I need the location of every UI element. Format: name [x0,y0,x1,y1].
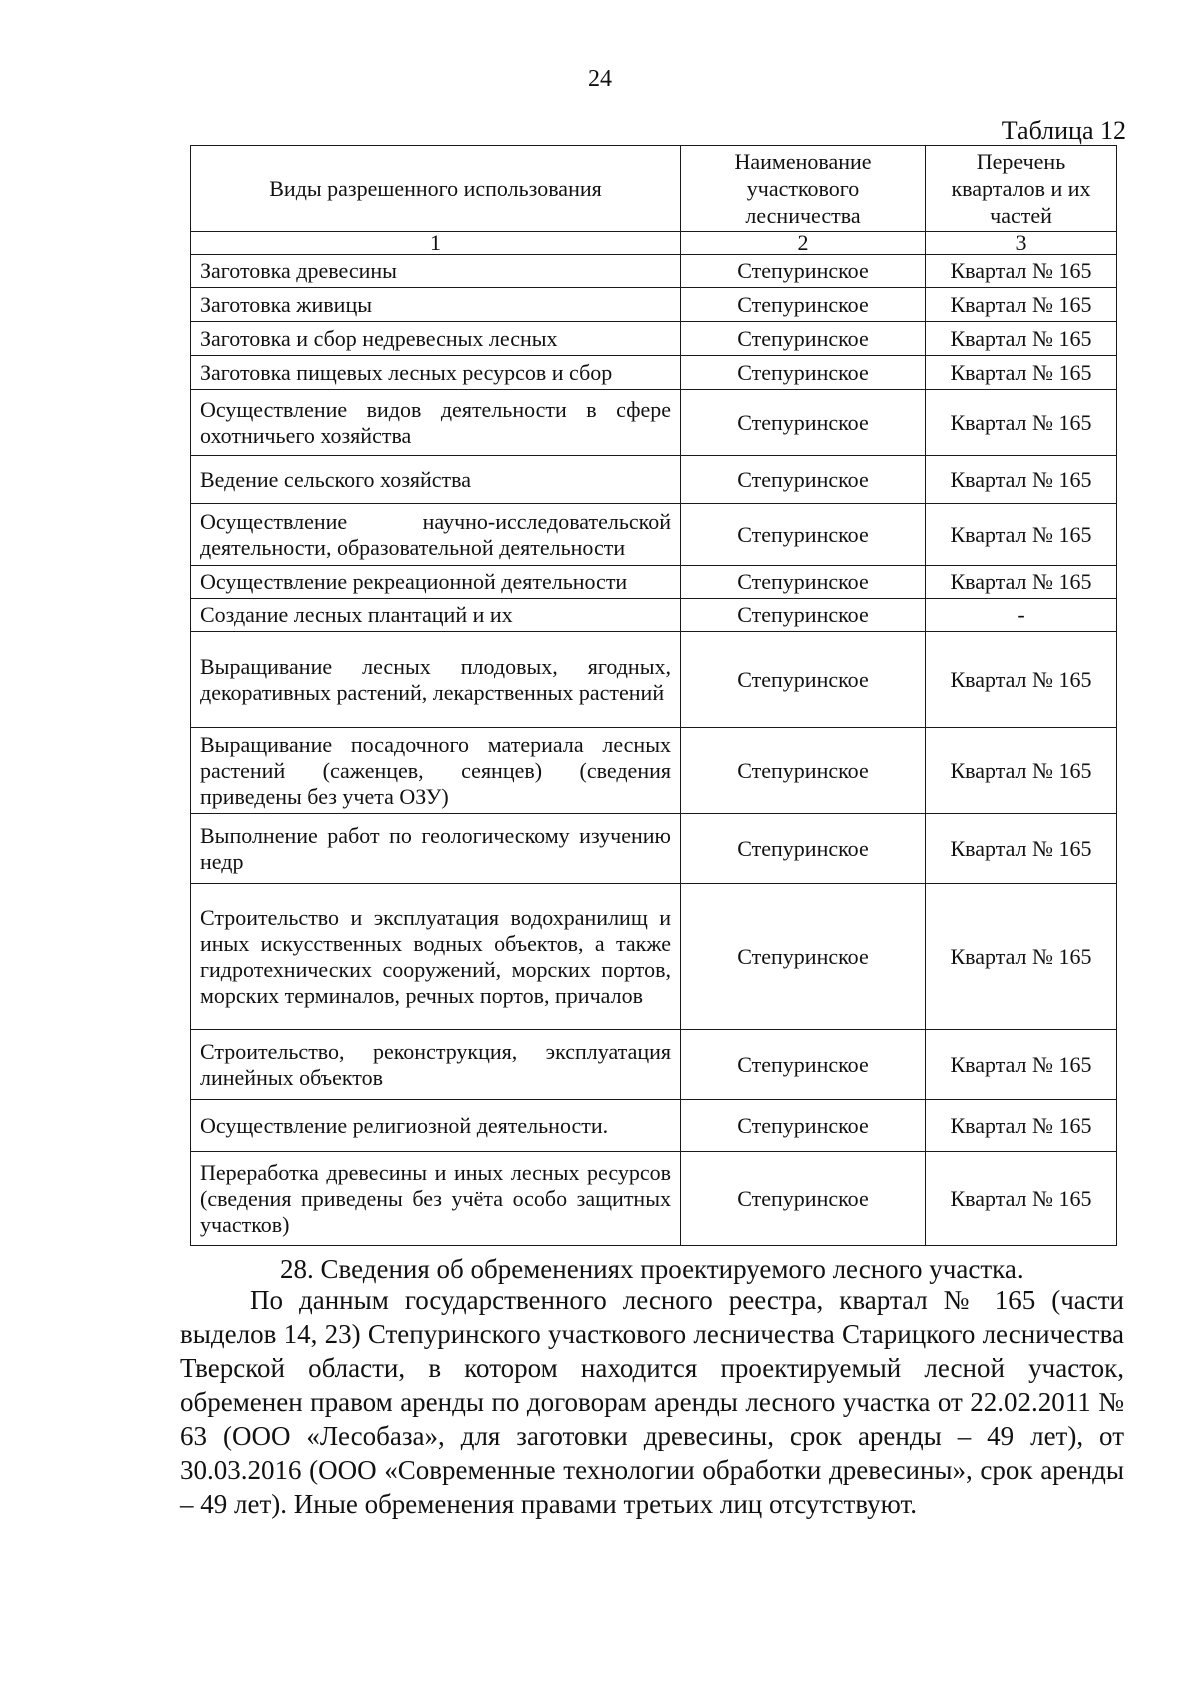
header-usage-types: Виды разрешенного использования [191,146,681,232]
quarters-cell: Квартал № 165 [926,322,1117,356]
forestry-cell: Степуринское [681,599,926,632]
usage-cell: Заготовка живицы [191,288,681,322]
table-row [191,1100,1117,1152]
usage-cell: Создание лесных плантаций и их [191,599,681,632]
forestry-cell: Степуринское [681,632,926,728]
usage-cell: Заготовка древесины [191,255,681,288]
usage-cell: Переработка древесины и иных лесных ресурсов (сведения приведены без учёта особо защитных участков) [191,1152,681,1246]
column-number: 1 [191,232,681,255]
forestry-cell: Степуринское [681,566,926,599]
forestry-cell: Степуринское [681,1030,926,1100]
quarters-cell: Квартал № 165 [926,1100,1117,1152]
forestry-cell: Степуринское [681,1100,926,1152]
usage-cell: Выращивание лесных плодовых, ягодных, декоративных растений, лекарственных растений [191,632,681,728]
usage-cell: Осуществление религиозной деятельности. [191,1100,681,1152]
quarters-cell: Квартал № 165 [926,884,1117,1030]
table-row [191,814,1117,884]
forestry-cell: Степуринское [681,728,926,814]
header-quarters-list: Перечень кварталов и их частей [926,146,1117,232]
usage-cell: Заготовка и сбор недревесных лесных [191,322,681,356]
table-row [191,504,1117,566]
column-number: 2 [681,232,926,255]
quarters-cell: Квартал № 165 [926,356,1117,390]
usage-cell: Выполнение работ по геологическому изучению недр [191,814,681,884]
column-number: 3 [926,232,1117,255]
quarters-cell: Квартал № 165 [926,255,1117,288]
quarters-cell: Квартал № 165 [926,728,1117,814]
forestry-cell: Степуринское [681,255,926,288]
header-forestry-name: Наименование участкового лесничества [681,146,926,232]
table-label: Таблица 12 [1001,116,1126,145]
forestry-cell: Степуринское [681,390,926,456]
permitted-use-table [190,145,1117,1246]
forestry-cell: Степуринское [681,814,926,884]
table-row [191,884,1117,1030]
quarters-cell: Квартал № 165 [926,814,1117,884]
forestry-cell: Степуринское [681,322,926,356]
table-row [191,288,1117,322]
usage-cell: Строительство и эксплуатация водохранилищ и иных искусственных водных объектов, а также гидротехнических сооружений, морских портов, морских терминалов, речных портов, причалов [191,884,681,1030]
forestry-cell: Степуринское [681,456,926,504]
table-row [191,1152,1117,1246]
table-row [191,728,1117,814]
usage-cell: Осуществление научно-исследовательской деятельности, образовательной деятельности [191,504,681,566]
section-title: 28. Сведения об обременениях проектируемого лесного участка. [280,1254,1024,1284]
usage-cell: Осуществление видов деятельности в сфере охотничьего хозяйства [191,390,681,456]
page-number: 24 [588,66,612,92]
table-row [191,390,1117,456]
table-row [191,322,1117,356]
table-row [191,599,1117,632]
quarters-cell: Квартал № 165 [926,1030,1117,1100]
table-row [191,1030,1117,1100]
usage-cell: Осуществление рекреационной деятельности [191,566,681,599]
quarters-cell: Квартал № 165 [926,1152,1117,1246]
forestry-cell: Степуринское [681,504,926,566]
table-row [191,632,1117,728]
forestry-cell: Степуринское [681,356,926,390]
forestry-cell: Степуринское [681,288,926,322]
usage-cell: Заготовка пищевых лесных ресурсов и сбор [191,356,681,390]
usage-cell: Ведение сельского хозяйства [191,456,681,504]
quarters-cell: Квартал № 165 [926,504,1117,566]
quarters-cell: Квартал № 165 [926,390,1117,456]
table-header-row [191,146,1117,232]
forestry-cell: Степуринское [681,1152,926,1246]
encumbrance-paragraph: По данным государственного лесного реестра, квартал № 165 (части выделов 14, 23) Степуринского участкового лесничества Старицкого лесничества Тверской области, в котором находится проектируемый лесной участок, обременен правом аренды по договорам аренды лесного участка от 22.02.2011 № 63 (ООО «Лесобаза», для заготовки древесины, срок аренды – 49 лет), от 30.03.2016 (ООО «Современные технологии обработки древесины», срок аренды – 49 лет). Иные обременения правами третьих лиц отсутствуют. [180,1285,1124,1519]
table-row [191,255,1117,288]
quarters-cell: Квартал № 165 [926,632,1117,728]
table-row [191,566,1117,599]
column-number-row [191,232,1117,255]
quarters-cell: - [926,599,1117,632]
forestry-cell: Степуринское [681,884,926,1030]
quarters-cell: Квартал № 165 [926,566,1117,599]
usage-cell: Выращивание посадочного материала лесных растений (саженцев, сеянцев) (сведения приведены без учета ОЗУ) [191,728,681,814]
table-row [191,356,1117,390]
table-row [191,456,1117,504]
quarters-cell: Квартал № 165 [926,456,1117,504]
usage-cell: Строительство, реконструкция, эксплуатация линейных объектов [191,1030,681,1100]
quarters-cell: Квартал № 165 [926,288,1117,322]
